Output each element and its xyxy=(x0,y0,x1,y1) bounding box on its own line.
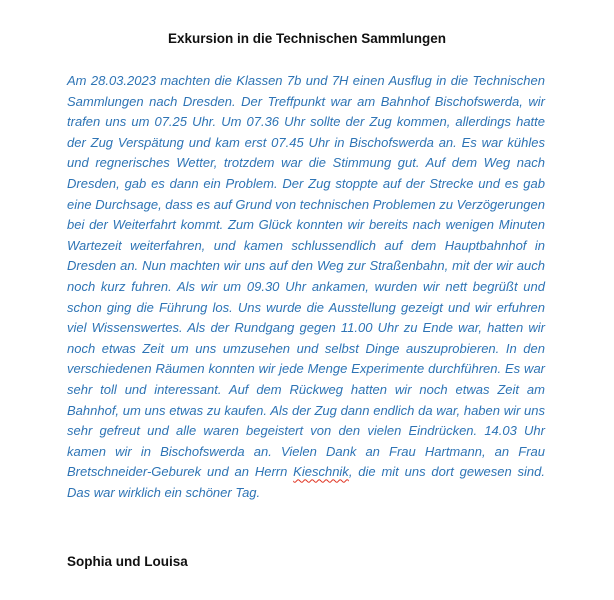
document-body xyxy=(67,71,545,503)
body-text-part-1: Am 28.03.2023 machten die Klassen 7b und 7H einen Ausflug in die Technischen Sammlungen nach Dresden. Der Treffpunkt war am Bahnhof Bischofswerda, wir trafen uns um 07.25 Uhr. Um 07.36 Uhr sollte der Zug kommen, allerdings hatte der Zug Verspätung und kam erst 07.45 Uhr in Bischofswerda an. Es war kühles und regnerisches Wetter, trotzdem war die Stimmung gut. Auf dem Weg nach Dresden, gab es dann ein Problem. Der Zug stoppte auf der Strecke und es gab eine Durchsage, dass es auf Grund von technischen Problemen zu Verzögerungen bei der Weiterfahrt kommt. Zum Glück konnten wir bereits nach wenigen Minuten Wartezeit weiterfahren, und kamen schlussendlich auf dem Hauptbahnhof in Dresden an. Nun machten wir uns auf den Weg zur Straßenbahn, mit der wir auch noch kurz fuhren. Als wir um 09.30 Uhr ankamen, wurden wir nett begrüßt und schon ging die Führung los. Uns wurde die Ausstellung gezeigt und wir erfuhren viel Wissenswertes. Als der Rundgang gegen 11.00 Uhr zu Ende war, hatten wir noch etwas Zeit um uns umzusehen und selbst Dinge auszuprobieren. In den verschiedenen Räumen konnten wir jede Menge Experimente durchführen. Es war sehr toll und interessant. Auf dem Rückweg hatten wir noch etwas Zeit am Bahnhof, um uns etwas zu kaufen. Als der Zug dann endlich da war, haben wir uns sehr gefreut und alle waren begeistert von den vielen Eindrücken. 14.03 Uhr kamen wir in Bischofswerda an. Vielen Dank an Frau Hartmann, an Frau Bretschneider-Geburek und an Herrn xyxy=(67,73,545,480)
document-signature: Sophia und Louisa xyxy=(67,554,188,569)
body-text-part-2: , die mit uns dort gewesen sind. Das war wirklich ein schöner Tag. xyxy=(67,464,545,500)
spellcheck-marked-word[interactable]: Kieschnik xyxy=(293,464,349,480)
document-title: Exkursion in die Technischen Sammlungen xyxy=(167,31,447,46)
